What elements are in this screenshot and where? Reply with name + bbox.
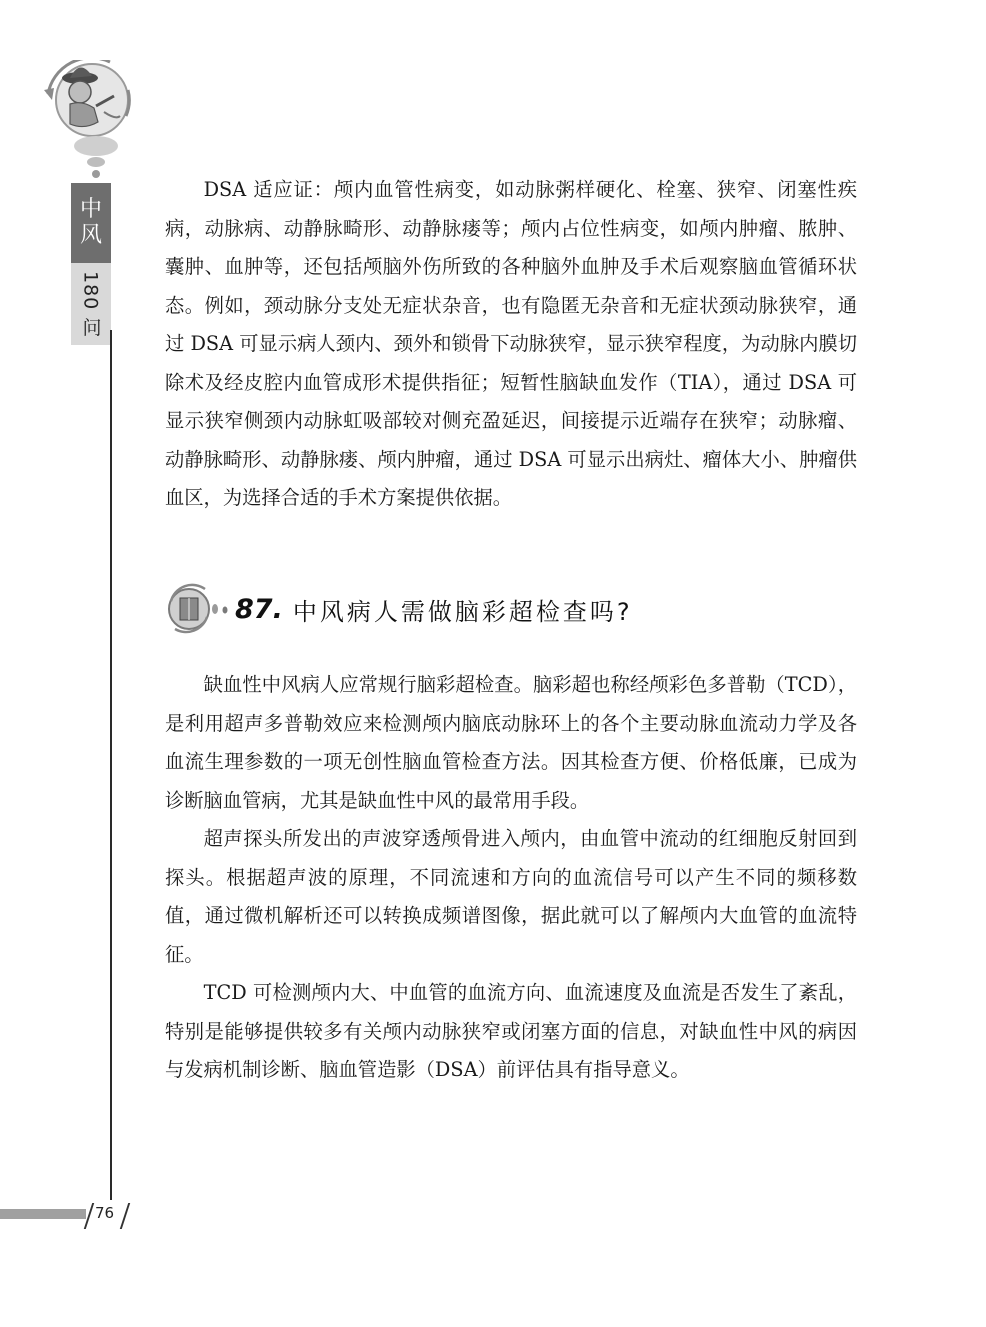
question-number: 87.	[235, 593, 283, 625]
book-badge-icon	[165, 583, 233, 635]
question-title: 中风病人需做脑彩超检查吗?	[292, 597, 633, 626]
question-heading	[165, 583, 633, 635]
margin-rule	[110, 330, 112, 1200]
footer-slash-right	[120, 1203, 130, 1229]
chapter-tab-subtitle: 180 问	[79, 270, 102, 338]
chapter-tab-title	[71, 183, 111, 263]
chapter-tab-title-line1: 中	[79, 197, 102, 222]
chapter-tab-subtitle-box	[71, 263, 111, 345]
section1-paragraph: DSA 适应证：颅内血管性病变，如动脉粥样硬化、栓塞、狭窄、闭塞性疾病，动脉病、动静脉畸形、动静脉瘘等；颅内占位性病变，如颅内肿瘤、脓肿、囊肿、血肿等，还包括颅脑外伤所致的各种脑外血肿及手术后观察脑血管循环状态。例如，颈动脉分支处无症状杂音，也有隐匿无杂音和无症状颈动脉狭窄，通过 DSA 可显示病人颈内、颈外和锁骨下动脉狭窄，显示狭窄程度，为动脉内膜切除术及经皮腔内血管成形术提供指征；短暂性脑缺血发作（TIA），通过 DSA 可显示狭窄侧颈内动脉虹吸部较对侧充盈延迟，间接提示近端存在狭窄；动脉瘤、动静脉畸形、动静脉瘘、颅内肿瘤，通过 DSA 可显示出病灶、瘤体大小、肿瘤供血区，为选择合适的手术方案提供依据。	[165, 178, 857, 509]
section2-paragraph-1: 缺血性中风病人应常规行脑彩超检查。脑彩超也称经颅彩色多普勒（TCD），是利用超声多普勒效应来检测颅内脑底动脉环上的各个主要动脉血流动力学及各血流生理参数的一项无创性脑血管检查方法。因其检查方便、价格低廉，已成为诊断脑血管病，尤其是缺血性中风的最常用手段。	[165, 673, 857, 812]
section2-paragraph-2: 超声探头所发出的声波穿透颅骨进入颅内，由血管中流动的红细胞反射回到探头。根据超声波的原理，不同流速和方向的血流信号可以产生不同的频移数值，通过微机解析还可以转换成频谱图像，据此就可以了解颅内大血管的血流特征。	[165, 827, 857, 966]
mascot-illustration	[40, 60, 140, 180]
section1-body	[165, 171, 857, 518]
footer-bar	[0, 1209, 86, 1219]
section2-paragraph-3: TCD 可检测颅内大、中血管的血流方向、血流速度及血流是否发生了紊乱，特别是能够提供较多有关颅内动脉狭窄或闭塞方面的信息，对缺血性中风的病因与发病机制诊断、脑血管造影（DSA）前评估具有指导意义。	[165, 981, 857, 1081]
chapter-tab	[71, 183, 111, 345]
chapter-tab-title-line2: 风	[79, 223, 102, 248]
section2-body	[165, 666, 857, 1090]
page-number: 76	[95, 1204, 115, 1222]
